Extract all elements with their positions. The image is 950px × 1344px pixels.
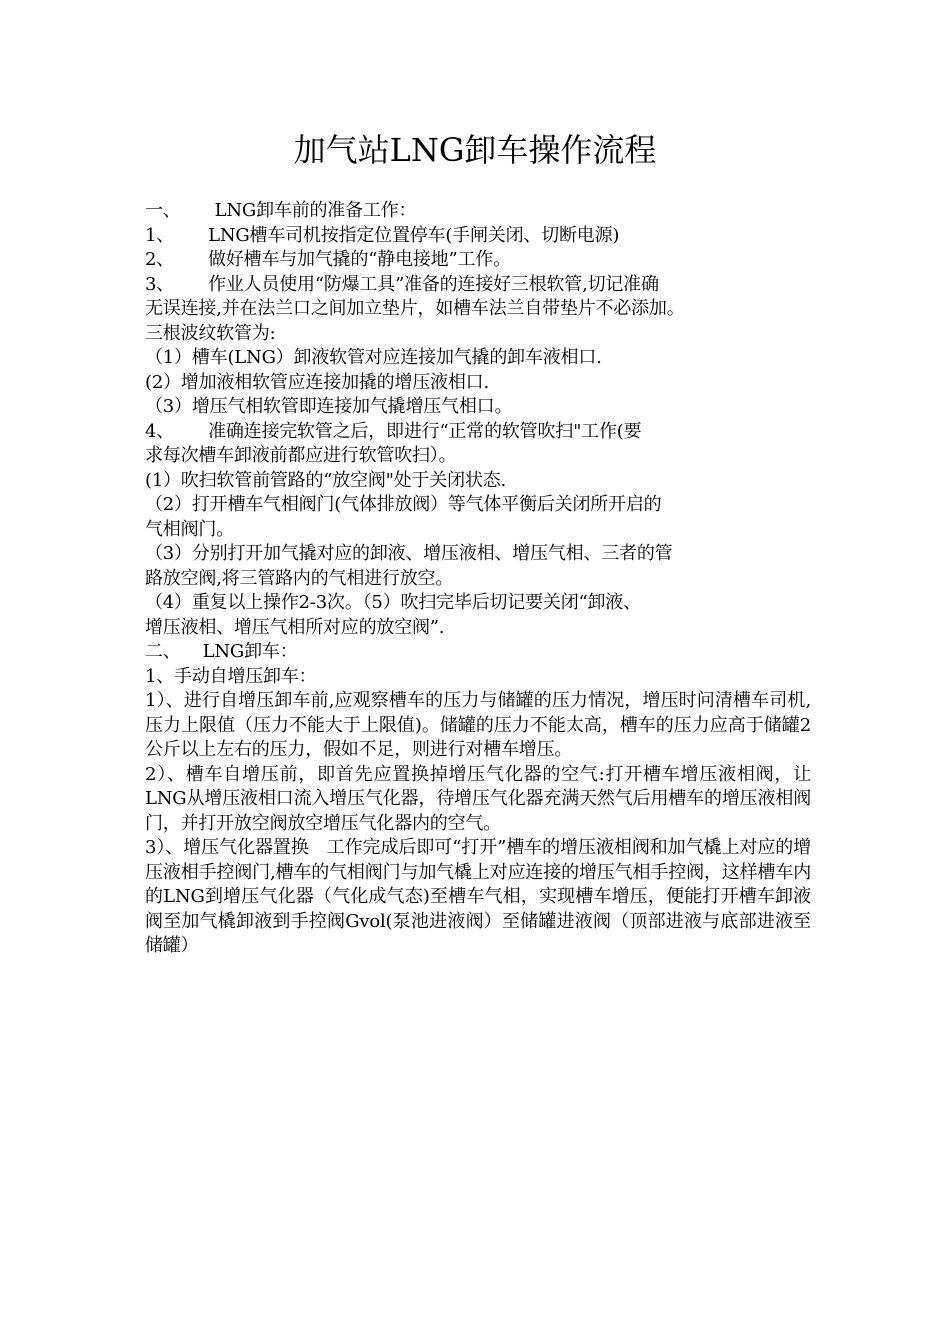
- text-line: （1）槽车(LNG）卸液软管对应连接加气撬的卸车液相口.: [145, 347, 602, 368]
- subsection-heading: 1、手动自增压卸车：: [145, 665, 317, 687]
- list-item: [145, 420, 811, 445]
- text-line: 气相阀门。: [145, 518, 234, 540]
- line-text: 准确连接完软管之后，即进行“正常的软管吹扫"工作(要: [208, 420, 642, 442]
- text-line: 无误连接,并在法兰口之间加立垫片，如槽车法兰自带垫片不必添加。: [145, 298, 685, 319]
- text-line: (2）增加液相软管应连接加撬的增压液相口.: [145, 371, 489, 393]
- line-text: LNG卸车：: [202, 641, 298, 662]
- text-line: 路放空阀,将三管路内的气相进行放空。: [145, 567, 454, 589]
- text-line: （4）重复以上操作2-3次。（5）吹扫完毕后切记要关闭“卸液、: [145, 592, 641, 613]
- document-title: 加气站LNG卸车操作流程: [293, 131, 657, 169]
- paragraph: 2）、槽车自增压前，即首先应置换掉增压气化器的空气:打开槽车增压液相阀，让LNG从增压液相口流入增压气化器，待增压气化器充满天然气后用槽车的增压液相阀门，并打开放空阀放空增压气化器内的空气。: [145, 763, 811, 834]
- text-line: (1）吹扫软管前管路的“放空阀"处于关闭状态.: [145, 469, 507, 491]
- section-heading: [145, 640, 811, 665]
- text-line: 三根波纹软管为:: [145, 322, 276, 344]
- line-text: LNG槽车司机按指定位置停车(手闸关闭、切断电源): [208, 224, 620, 246]
- section-heading: [145, 199, 811, 224]
- line-text: 作业人员使用“防爆工具”准备的连接好三根软管,切记准确: [208, 273, 659, 295]
- line-number: 一、: [145, 200, 181, 221]
- list-item: [145, 224, 811, 249]
- line-number: 4、: [145, 420, 175, 442]
- text-line: 增压液相、增压气相所对应的放空阀”.: [145, 616, 445, 638]
- line-text: 做好槽车与加气撬的“静电接地”工作。: [208, 249, 511, 270]
- text-line: （2）打开槽车气相阀门(气体排放阀）等气体平衡后关闭所开启的: [145, 494, 662, 515]
- line-number: 1、: [145, 224, 175, 246]
- line-number: 二、: [145, 641, 181, 662]
- line-number: 2、: [145, 249, 175, 270]
- text-line: （3）分别打开加气撬对应的卸液、增压液相、增压气相、三者的管: [145, 543, 673, 564]
- paragraph: 3）、增压气化器置换 工作完成后即可“打开”槽车的增压液相阀和加气橇上对应的增压液相手控阀门,槽车的气相阀门与加气橇上对应连接的增压气相手控阀，这样槽车内的LNG到增压气化器（气化成气态)至槽车气相，实现槽车增压，便能打开槽车卸液阀至加气橇卸液到手控阀Gvol(泵池进液阀）至储罐进液阀（顶部进液与底部进液至储罐）: [145, 837, 811, 956]
- paragraph: 1）、进行自增压卸车前,应观察槽车的压力与储罐的压力情况，增压时问清槽车司机,压力上限值（压力不能大于上限值)。储罐的压力不能太高，槽车的压力应高于储罐2公斤以上左右的压力，假如不足，则进行对槽车增压。: [145, 690, 811, 760]
- line-text: LNG卸车前的准备工作：: [214, 200, 417, 221]
- document-body: [145, 199, 811, 959]
- list-item: [145, 248, 811, 273]
- line-number: 3、: [145, 273, 175, 295]
- text-line: （3）增压气相软管即连接加气撬增压气相口。: [145, 396, 513, 417]
- text-line: 求每次槽车卸液前都应进行软管吹扫）。: [145, 445, 457, 466]
- list-item: [145, 273, 811, 298]
